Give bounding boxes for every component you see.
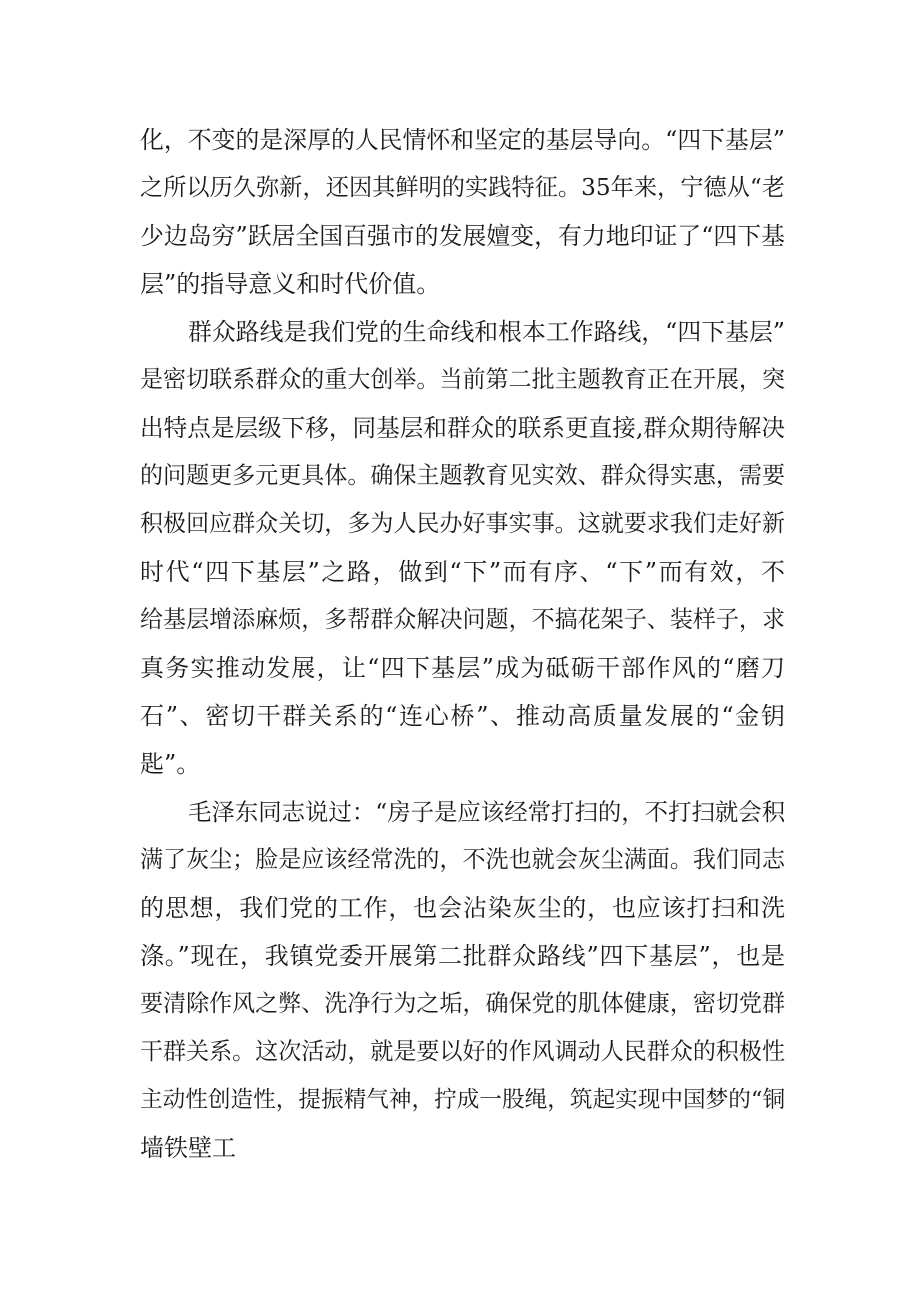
text-line: 要清除作风之弊、洗净行为之垢，确保党的肌体健康，密切党群 xyxy=(140,991,785,1017)
text-line: 层”的指导意义和时代价值。 xyxy=(140,270,441,298)
paragraph-first-line: 群众路线是我们党的生命线和根本工作路线，“四下基层” xyxy=(188,318,785,346)
text-line: 给基层增添麻烦，多帮群众解决问题，不搞花架子、装样子，求 xyxy=(140,607,785,633)
text-line: 匙”。 xyxy=(140,750,201,778)
paragraph-first-line: 毛泽东同志说过：“房子是应该经常打扫的，不打扫就会积 xyxy=(188,798,786,826)
text-line: 时代“四下基层”之路，做到“下”而有序、“下”而有效，不 xyxy=(140,558,785,586)
text-line: 墙铁壁工 xyxy=(140,1134,236,1162)
text-line: 涤。”现在，我镇党委开展第二批群众路线”四下基层”，也是 xyxy=(140,942,785,970)
text-line: 是密切联系群众的重大创举。当前第二批主题教育正在开展，突 xyxy=(140,367,785,393)
text-line: 干群关系。这次活动，就是要以好的作风调动人民群众的积极性 xyxy=(140,1039,785,1065)
text-line: 的问题更多元更具体。确保主题教育见实效、群众得实惠，需要 xyxy=(140,463,785,489)
text-line: 石”、密切干群关系的“连心桥”、推动高质量发展的“金钥 xyxy=(140,702,785,730)
text-line: 真务实推动发展，让“四下基层”成为砥砺干部作风的“磨刀 xyxy=(140,654,785,682)
text-line: 之所以历久弥新，还因其鲜明的实践特征。35年来，宁德从“老 xyxy=(140,174,785,201)
text-line: 积极回应群众关切，多为人民办好事实事。这就要求我们走好新 xyxy=(140,511,785,537)
text-line: 满了灰尘；脸是应该经常洗的，不洗也就会灰尘满面。我们同志 xyxy=(140,847,785,873)
text-line: 主动性创造性，提振精气神，拧成一股绳，筑起实现中国梦的“铜 xyxy=(140,1087,786,1113)
text-line: 少边岛穷”跃居全国百强市的发展嬗变，有力地印证了“四下基 xyxy=(140,222,785,250)
text-line: 出特点是层级下移，同基层和群众的联系更直接,群众期待解决 xyxy=(140,414,785,442)
text-line: 化，不变的是深厚的人民情怀和坚定的基层导向。“四下基层” xyxy=(140,126,785,154)
text-line: 的思想，我们党的工作，也会沾染灰尘的，也应该打扫和洗 xyxy=(140,894,785,922)
